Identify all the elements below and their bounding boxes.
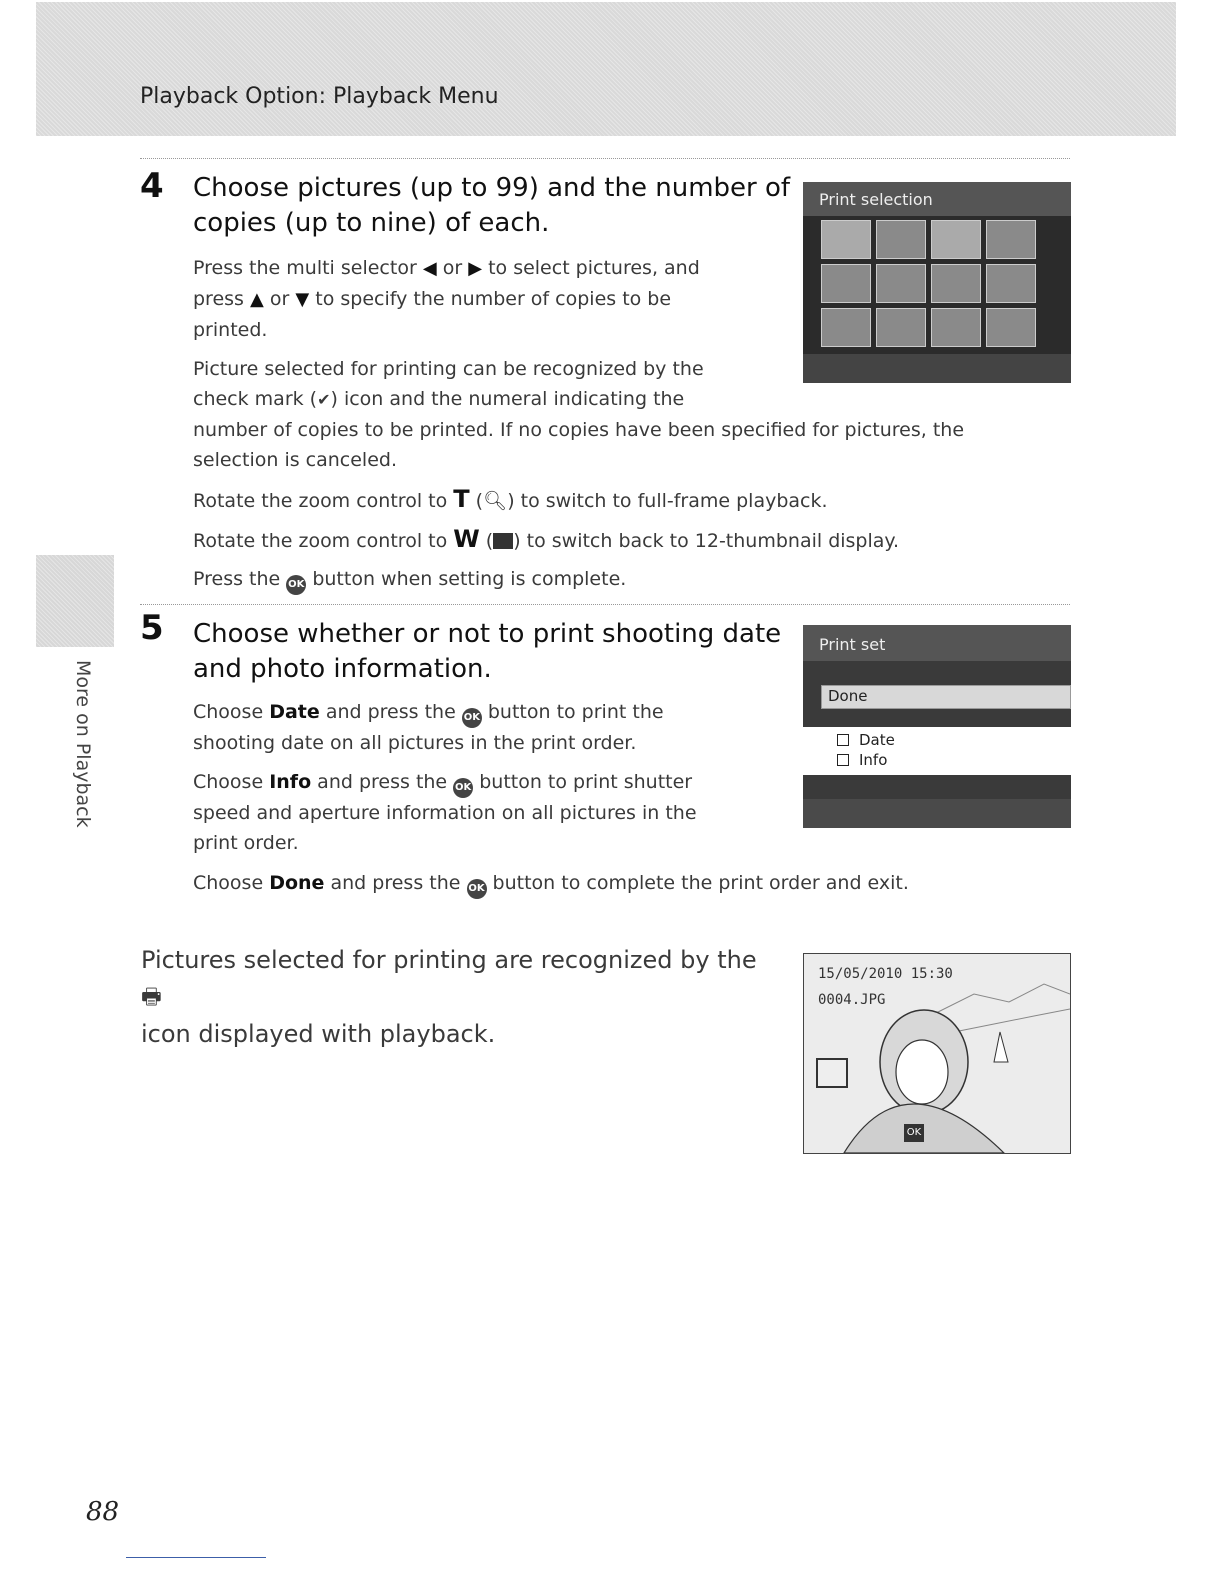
thumbnail	[986, 308, 1036, 347]
checkbox-icon	[837, 734, 849, 746]
section-tab	[36, 555, 114, 647]
thumbnail	[931, 308, 981, 347]
menu-item-info[interactable]: Info	[837, 751, 887, 769]
page-header-title: Playback Option: Playback Menu	[140, 84, 499, 109]
divider	[140, 158, 1070, 159]
thumbnail	[821, 264, 871, 303]
menu-item-date[interactable]: Date	[837, 731, 895, 749]
check-mark-icon: ✔	[317, 390, 331, 409]
note-paragraph: Pictures selected for printing are recognized by the 🖶 icon displayed with playback.	[141, 946, 757, 1048]
playback-screen	[803, 953, 1071, 1154]
thumbnail	[876, 264, 926, 303]
instruction-paragraph: Picture selected for printing can be recognized by the check mark (✔) icon and the numeral indicating the number of copies to be printed. If no copies have been specified for pictures, the selection is canceled.	[193, 358, 965, 471]
footer-line	[126, 1557, 266, 1558]
thumbnail	[821, 308, 871, 347]
screen-title: Print selection	[819, 190, 933, 209]
instruction-paragraph: Choose Date and press the OK button to print the shooting date on all pictures in the print order.	[193, 701, 664, 754]
screen-title: Print set	[819, 635, 886, 654]
ok-button-icon: OK	[904, 1124, 924, 1142]
ok-button-icon: OK	[453, 778, 473, 798]
instruction-paragraph: Press the multi selector ◀ or ▶ to select pictures, and press ▲ or ▼ to specify the number of copies to be printed.	[193, 257, 700, 341]
thumbnail	[986, 264, 1036, 303]
instruction-paragraph: Press the OK button when setting is complete.	[193, 564, 1053, 595]
up-arrow-icon: ▲	[250, 289, 264, 310]
checkbox-icon	[837, 754, 849, 766]
thumbnail	[931, 220, 981, 259]
divider	[140, 604, 1070, 605]
ok-button-icon: OK	[462, 708, 482, 728]
page-number: 88	[86, 1497, 120, 1527]
step-title-line: copies (up to nine) of each.	[193, 208, 550, 238]
instruction-paragraph: Choose Done and press the OK button to complete the print order and exit.	[193, 868, 1053, 899]
instruction-paragraph: Choose Info and press the OK button to print shutter speed and aperture information on all pictures in the print order.	[193, 771, 697, 854]
instruction-paragraph: Rotate the zoom control to W ( ) to switch back to 12-thumbnail display.	[193, 525, 899, 553]
print-order-icon	[816, 1058, 848, 1088]
step-number: 4	[140, 166, 164, 206]
step-number: 5	[140, 608, 164, 648]
right-arrow-icon: ▶	[468, 258, 483, 279]
thumbnail	[821, 220, 871, 259]
step-title	[193, 171, 790, 241]
thumbnail	[986, 220, 1036, 259]
step-title	[193, 617, 781, 687]
menu-item-done[interactable]: Done	[821, 685, 1071, 709]
ok-button-icon: OK	[467, 879, 487, 899]
playback-photo	[804, 954, 1070, 1153]
down-arrow-icon: ▼	[295, 289, 310, 310]
section-label-text: More on Playback	[72, 660, 94, 828]
ok-button-icon: OK	[286, 575, 306, 595]
step-title-line: and photo information.	[193, 654, 492, 684]
thumbnail-icon	[493, 533, 513, 549]
thumbnail	[876, 220, 926, 259]
step-title-line: Choose whether or not to print shooting date	[193, 619, 782, 649]
header-band	[36, 2, 1176, 136]
step-title-line: Choose pictures (up to 99) and the number of	[193, 173, 791, 203]
print-set-screen	[803, 625, 1071, 828]
left-arrow-icon: ◀	[422, 258, 437, 279]
print-order-icon: 🖶	[141, 985, 162, 1010]
datetime-display: 15/05/2010 15:30	[818, 966, 953, 982]
print-selection-screen	[803, 182, 1071, 383]
filename-display: 0004.JPG	[818, 992, 886, 1008]
section-label	[70, 660, 100, 840]
zoom-in-icon: 🔍︎	[483, 490, 508, 512]
instruction-paragraph: Rotate the zoom control to T (🔍︎) to switch to full-frame playback.	[193, 485, 828, 513]
thumbnail	[876, 308, 926, 347]
thumbnail	[931, 264, 981, 303]
